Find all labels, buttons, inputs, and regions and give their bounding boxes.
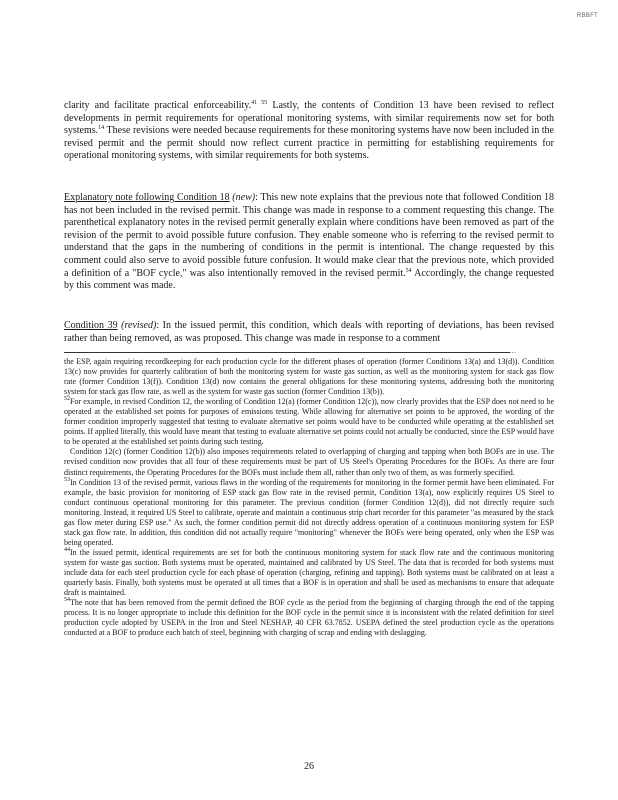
footnote-text: In the issued permit, identical requirements are set for both the continuous monitoring system for stack flow rate and the continuous monitoring system for waste gas suction. Both systems must be operated, maintained and calibrated by US Steel. The data that is recorded for both systems must include data for each steel production cycle for each phase of operation (charging, refining and tapping). Both systems must be calibrated on at least a quarterly basis. Finally, both systems must be operated at all times that a BOF is in operation and shall be used as mechanisms to ensure that adequate draft is maintained. xyxy=(64,547,554,598)
footnote-text: In Condition 13 of the revised permit, various flaws in the wording of the requirements for monitoring in the former permit have been eliminated. For example, the basic provision for monitoring of ESP stack gas flow rate in the revised permit, Condition 13(a), now explicitly requires US Steel to conduct continuous operational monitoring for this parameter. The previous condition (former Condition 12(d)), did not directly require such monitoring. Instead, it required US Steel to calibrate, operate and maintain a continuous strip chart recorder for this parameter "as measured by the stack gas flow meter during ESP use." As such, the former condition permit did not directly address operation of a continuous monitoring system for ESP stack gas flow rate. In addition, this condition did not actually require "monitoring" whenever the BOFs were being operated, only when the ESP was being operated. xyxy=(64,477,554,547)
footnote-number: 52 xyxy=(64,396,70,403)
footnote-text: For example, in revised Condition 12, the wording of Condition 12(a) (former Condition 12(c)), now clearly provides that the ESP does not need to be operated at the established set points for purposes of emissions testing. While allowing for alternative set points to be approved, the wording of the former condition improperly suggested that testing to evaluate alternative set points would have to be conducted while operating at the established set points. If applied literally, this would have meant that testing to evaluate alternative set points could not actually be conducted, since the ESP would have to be operated at the established set points during such testing. xyxy=(64,397,554,447)
para2-heading-note: (new) xyxy=(232,192,256,203)
para3-heading: Condition 39 xyxy=(64,320,118,331)
para2-text-a: : This new note explains that the previous note that followed Condition 18 has not been included in the revised permit. This change was made in response to a comment requesting this change. The parenthetical explanatory notes in the revised permit generally explain where conditions have been removed as part of the revision of the permit to avoid possible future confusion. They enable someone who is referring to the revised permit to understand that the gaps in the numbering of conditions in the permit is intentional. The change requested by this comment could also serve to avoid possible future confusion. It would make clear that the previous note, which provided a definition of a "BOF cycle," was also intentionally removed in the revised permit. xyxy=(64,192,555,279)
footnote-continuation-dots: ..... xyxy=(508,349,517,355)
para2-heading: Explanatory note following Condition 18 xyxy=(64,192,230,203)
footnote-continuation: the ESP, again requiring recordkeeping for each production cycle for the different phases of operation (former Conditions 13(a) and 13(d)). Condition 13(c) now provides for quarterly calibration of both the monitoring system for waste gas suction, as well as the monitoring system for stack gas flow rate (former Condition 13(f)). Condition 13(d) now contains the general obligations for these monitoring systems, addressing both the monitoring system for stack gas flow rate, as well as the system for waste gas suction (former Condition 13(b)). xyxy=(64,357,554,397)
page-header-mark: RBBFT xyxy=(576,13,598,19)
footnotes xyxy=(64,357,554,638)
paragraph-continuation xyxy=(64,100,554,163)
footnote-number: 44 xyxy=(64,546,70,553)
para3-text: : In the issued permit, this condition, which deals with reporting of deviations, has been revised rather than being removed, as was proposed. This change was made in response to a comment xyxy=(64,320,554,344)
footnote-ref: 14 xyxy=(98,125,105,132)
footnote-text: Condition 12(c) (former Condition 12(b)) also imposes requirements related to overlapping of charging and tapping when both BOFs are in use. The revised condition now provides that all four of these requirements must be part of US Steel's Operating Procedures for the BOFs. As there are four distinct requirements, the Operating Procedures for the BOFs must include them all, rather than only two of them, as was formerly specified. xyxy=(64,447,554,477)
footnote-text: The note that has been removed from the permit defined the BOF cycle as the period from the beginning of charging through the end of the tapping process. It is no longer appropriate to include this definition for the BOF cycle in the permit since it is inconsistent with the related definition for steel production cycle adopted by USEPA in the Iron and Steel NESHAP, 40 CFR 63.7852. USEPA defined the steel production cycle as the operations conducted at a BOF to produce each batch of steel, beginning with charging of scrap and ending with deslagging. xyxy=(64,598,554,638)
para1-text-a: clarity and facilitate practical enforceability. xyxy=(64,100,252,111)
paragraph-explanatory-note xyxy=(64,192,554,293)
page-number: 26 xyxy=(304,761,314,772)
footnote-number: 53 xyxy=(64,476,70,483)
footnote-ref: 54 xyxy=(405,267,412,274)
para2-text-b: Accordingly, the change requested by this comment was made. xyxy=(64,267,554,292)
para1-text-c: These revisions were needed because requirements for these monitoring systems have now been included in the revised permit and the permit should now reflect current practice in permitting for establishing requirements for operational monitoring systems, with similar requirements for both systems. xyxy=(64,125,554,162)
footnote xyxy=(64,548,554,598)
footnote xyxy=(64,598,554,638)
para1-text-b: Lastly, the contents of Condition 13 have been revised to reflect developments in permit requirements for operational monitoring systems, with similar requirements now set for both systems. xyxy=(64,100,555,137)
footnote-number: 54 xyxy=(64,597,70,604)
footnote-ref: 41 55 xyxy=(251,100,268,106)
footnote xyxy=(64,478,554,548)
footnote xyxy=(64,397,554,447)
footnote-separator xyxy=(64,352,510,353)
para3-heading-note: (revised) xyxy=(121,320,157,331)
paragraph-condition-39 xyxy=(64,320,554,345)
footnote xyxy=(64,447,554,477)
